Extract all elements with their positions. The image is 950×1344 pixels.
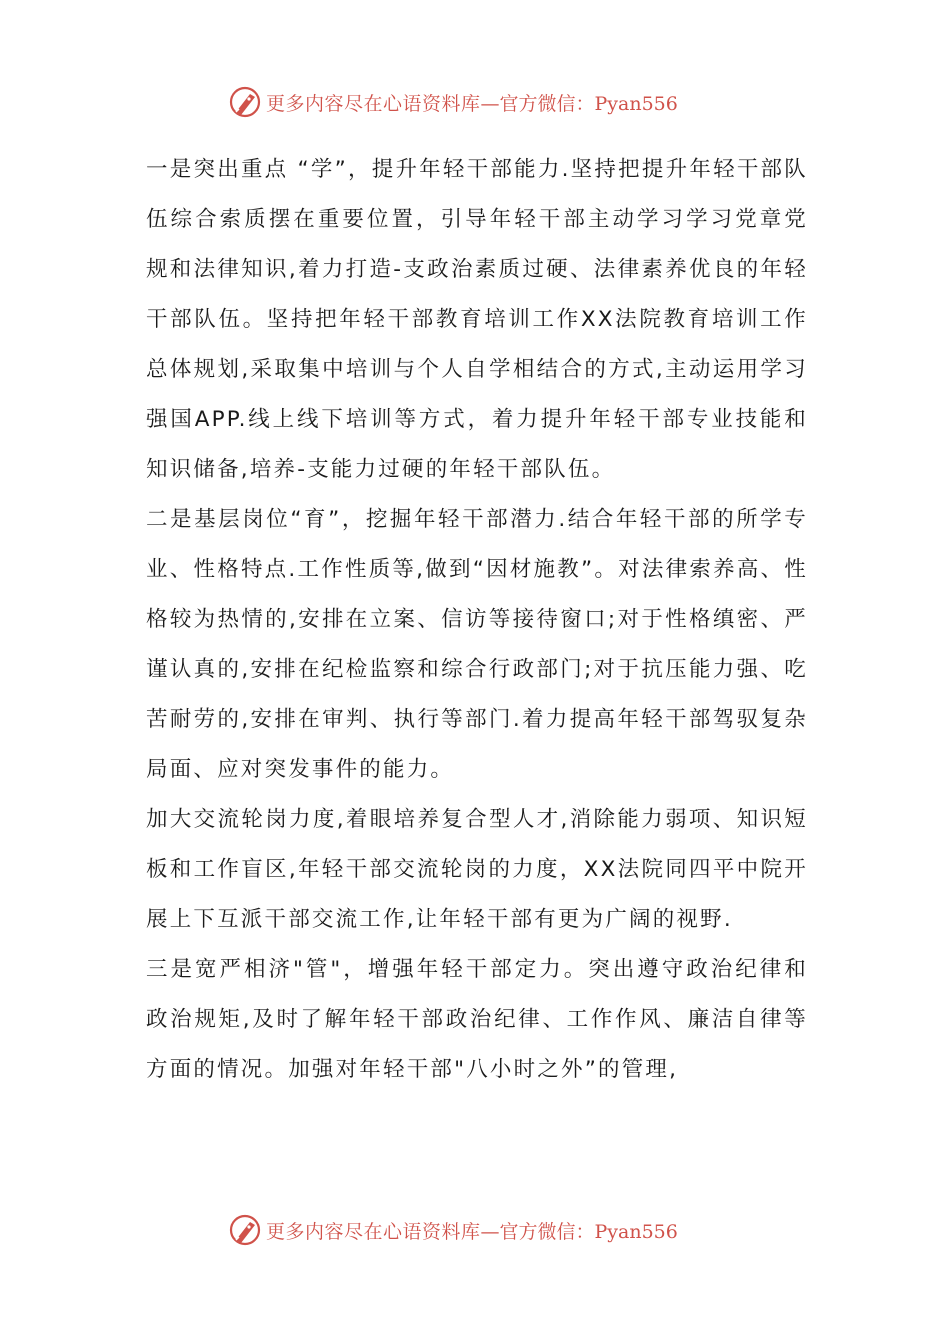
paragraph-4: 三是宽严相济"管"，增强年轻干部定力。突出遵守政治纪律和政治规矩,及时了解年轻干部政治纪律、工作作风、廉洁自律等方面的情况。加强对年轻干部"八小时之外”的管理, bbox=[146, 957, 808, 1082]
header-banner bbox=[228, 84, 678, 120]
paragraph-2: 二是基层岗位“育”，挖掘年轻干部潜力.结合年轻干部的所学专业、性格特点.工作性质等,做到“因材施教”。对法律索养高、性格较为热情的,安排在立案、信访等接待窗口;对于性格缜密、严谨认真的,安排在纪检监察和综合行政部门;对于抗压能力强、吃苦耐劳的,安排在审判、执行等部门.着力提高年轻干部驾驭复杂局面、应对突发事件的能力。 bbox=[146, 507, 808, 782]
pen-nib-logo-icon bbox=[228, 85, 262, 119]
footer-banner-text: 更多内容尽在心语资料库 bbox=[266, 1220, 481, 1243]
document-body bbox=[146, 145, 808, 1095]
header-wechat-text: —官方微信：Pyan556 bbox=[480, 92, 678, 115]
footer-banner bbox=[228, 1212, 678, 1248]
footer-wechat-text: —官方微信：Pyan556 bbox=[480, 1220, 678, 1243]
paragraph-3: 加大交流轮岗力度,着眼培养复合型人才,消除能力弱项、知识短板和工作盲区,年轻干部交流轮岗的力度，XX法院同四平中院开展上下互派干部交流工作,让年轻干部有更为广阔的视野. bbox=[146, 807, 808, 932]
pen-nib-logo-icon bbox=[228, 1213, 262, 1247]
header-banner-text: 更多内容尽在心语资料库 bbox=[266, 92, 481, 115]
paragraph-1: 一是突出重点 “学”，提升年轻干部能力.坚持把提升年轻干部队伍综合索质摆在重要位置，引导年轻干部主动学习学习党章党规和法律知识,着力打造-支政治素质过硬、法律素养优良的年轻干部队伍。坚持把年轻干部教育培训工作XX法院教育培训工作总体规划,采取集中培训与个人自学相结合的方式,主动运用学习强国APP.线上线下培训等方式，着力提升年轻干部专业技能和知识储备,培养-支能力过硬的年轻干部队伍。 bbox=[146, 157, 808, 482]
